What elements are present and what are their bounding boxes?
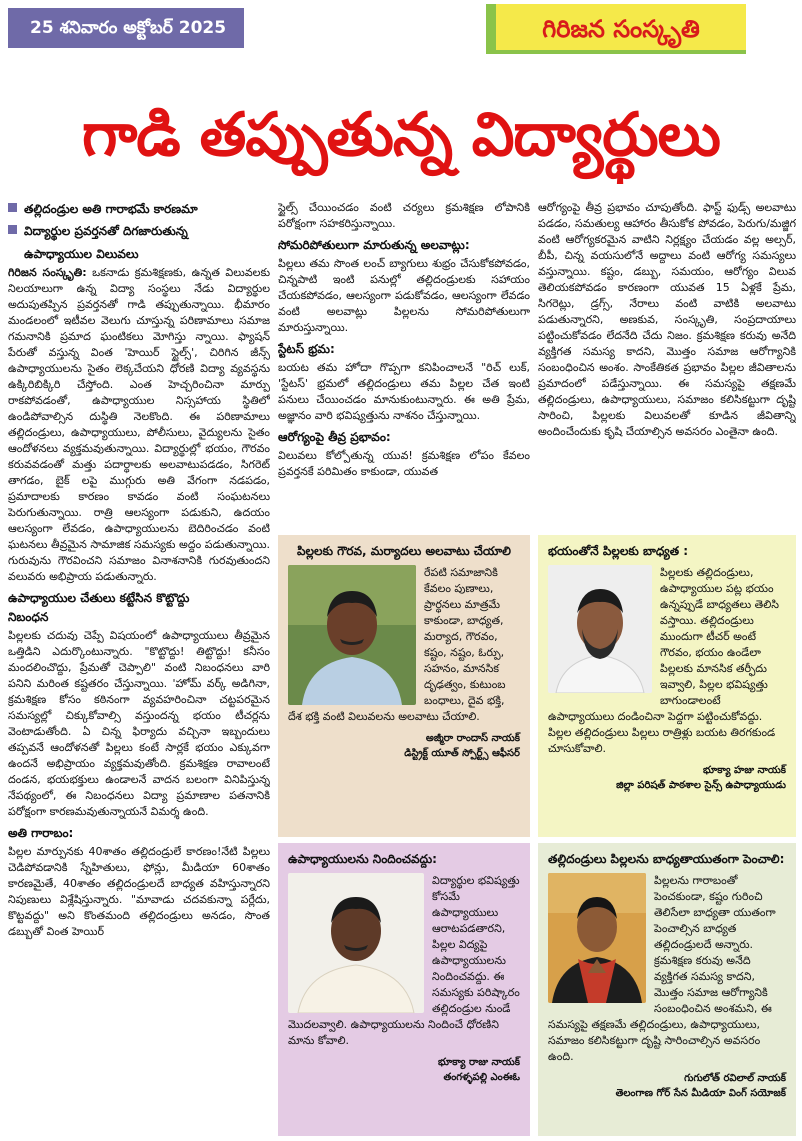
quote-box-raju: [278, 843, 530, 1136]
middle-column: [278, 200, 530, 530]
rules-paragraph: పిల్లలకు చదువు చెప్పే విషయంలో ఉపాధ్యాయులు తీవ్రమైన ఒత్తిడిని ఎదుర్కొంటున్నారు. "కొట్టొద్దు! తిట్టొద్దు! కనీసం మందలించొద్దు, ప్రేమతో చెప్పాలి" వంటి నిబంధనలు వారి పనిని మరింత కష్టతరం చేస్తున్నాయి. 'హోమ్ వర్క్ అడిగినా, క్రమశిక్షణ కోసం కఠినంగా వ్యవహరించినా చట్టపరమైన సమస్యల్లో చిక్కుకోవాల్సి వస్తుందన్న భయం టీచర్లను వెంటాడుతోంది. ఏ చిన్న ఫిర్యాదు వచ్చినా ఇబ్బందులు తప్పవనే ఆందోళనతో పిల్లలు కంటే సార్లకే భయం ఎక్కువగా ఉందనే అభిప్రాయం వ్యక్తమవుతోంది. క్రమశిక్షణ రావాలంటే దండన, భయభక్తులు ఉండాలనే వాదన బలంగా వినిపిస్తున్న నేపథ్యంలో, ఈ నిబంధనలు విద్యా ప్రమాణాల పతనానికి పరోక్షంగా కారణమవుతున్నాయనే విమర్శ ఉంది.: [8, 629, 270, 818]
signature: [548, 763, 786, 793]
section-title: గిరిజన సంస్కృతి: [486, 4, 746, 54]
section-title-underline: [486, 50, 746, 54]
author-role: డిస్ట్రిక్ట్ యూత్ స్పోర్ట్స్ ఆఫీసర్: [404, 748, 520, 759]
mid-paragraph-2: పిల్లలు తమ సొంత లంచ్ బ్యాగులు శుభ్రం చేసుకోకపోవడం, చిన్నపాటి ఇంటి పనుల్లో తల్లిదండ్రులకు సహాయం చేయకపోవడం, ఆలస్యంగా పడుకోవడం, ఆలస్యంగా లేవడం వంటి అలవాట్లు పిల్లలను సోమరిపోతులుగా మారుస్తున్నాయి.: [278, 257, 530, 334]
subheading-habits: సోమరిపోతులుగా మారుతున్న అలవాట్లు:: [278, 238, 470, 252]
quote-box-hazu: [538, 535, 796, 837]
subheading-pampering: అతి గారాబం:: [8, 826, 74, 840]
mid-paragraph-1: స్టైల్స్ చేయించడం వంటి చర్యలు క్రమశిక్షణ లోపానికి పరోక్షంగా సహకరిస్తున్నాయి.: [278, 201, 530, 230]
bullet-item: [8, 222, 270, 240]
portrait-photo: [288, 873, 424, 1013]
headline: గాడి తప్పుతున్న విద్యార్థులు: [82, 100, 720, 170]
author-name: భూక్యా హజు నాయక్: [703, 765, 786, 776]
quote-title: తల్లిదండ్రులు పిల్లలను బాధ్యతాయుతంగా పెంచాలి:: [548, 852, 785, 866]
signature: [288, 1055, 520, 1085]
date-label: 25 శనివారం అక్టోబర్ 2025: [8, 8, 244, 48]
author-role: తంగళ్ళపల్లి ఎంఈఓ: [443, 1072, 520, 1083]
bullet-square-icon: [8, 225, 17, 234]
bullet-square-icon: [8, 203, 17, 212]
portrait-photo: [548, 565, 652, 693]
right-column: [538, 200, 796, 530]
author-name: భూక్యా రాజు నాయక్: [438, 1057, 520, 1068]
author-role: తెలంగాణ గోర్ సేన మీడియా వింగ్ సయోజక్: [615, 1088, 786, 1099]
signature: [288, 731, 520, 761]
portrait-photo: [548, 873, 646, 1003]
mid-paragraph-3: బయట తమ హోదా గొప్పగా కనిపించాలనే "రిచ్ లుక్, 'స్టేటస్' భ్రమలో తల్లిదండ్రులు తమ పిల్లల చేత ఇంటి పనులు చేయించడం మానుకుంటున్నారు. ఈ అతి ప్రేమ, అజ్ఞానం వారి భవిష్యత్తును నాశనం చేస్తున్నాయి.: [278, 361, 530, 422]
quote-title: పిల్లలకు గౌరవ, మర్యాదలు అలవాటు చేయాలి: [297, 544, 511, 558]
bullet-subline: ఉపాధ్యాయుల విలువలు: [24, 247, 139, 261]
bullet-text: విద్యార్థుల ప్రవర్తనతో దిగజారుతున్న: [24, 224, 188, 238]
quote-title: ఉపాధ్యాయులను నిందించవద్దు:: [288, 852, 437, 866]
quote-text: రేపటి సమాజానికి కేవలం పుణాలు, ప్రార్థనలు మాత్రమే కాకుండా, బాధ్యత, మర్యాద, గౌరవం, కష్టం, నష్టం, ఓర్పు, సహనం, మానసిక దృఢత్వం, కుటుంబ బంధాలు, దైవ భక్తి, దేశ భక్తి వంటి విలువలను అలవాటు చేయాలి.: [288, 566, 506, 723]
left-column: [8, 200, 270, 1135]
subheading-rule: నిబంధన: [8, 610, 49, 624]
quote-title: భయంతోనే పిల్లలకు బాధ్యత :: [548, 544, 689, 558]
mid-paragraph-4: విలువలు కోల్పోతున్న యువ! క్రమశిక్షణ లోపం కేవలం ప్రవర్తనకే పరిమితం కాకుండా, యువత: [278, 449, 530, 478]
bullet-list: [8, 200, 270, 240]
quote-box-ravilal: [538, 843, 796, 1136]
subheading-status: స్టేటస్ భ్రమ:: [278, 342, 335, 356]
quote-box-ramdas: [278, 535, 530, 837]
intro-text: ఒకనాడు క్రమశిక్షణకు, ఉన్నత విలువలకు నిలయాలుగా ఉన్న విద్యా సంస్థలు నేడు విద్యార్థుల అదుపుతప్పిన ప్రవర్తనతో గాడి తప్పుతున్నాయి. భీమారం మండలంలో ఇటీవల వెలుగు చూస్తున్న పరిణామాలు సమాజ గమనానికి ప్రమాద ఘంటికలు మోగిస్తు న్నాయి. ఫ్యాషన్ పేరుతో వస్తున్న వింత 'హెయిర్ స్టైల్స్', చిరిగిన జీన్స్ ఉపాధ్యాయులను సైతం లెక్కచేయని ధోరణి విద్యా వ్యవస్థను ఉక్కిరిబిక్కిరి చేస్తోంది. ఎంత హెచ్చరించినా మార్పు రాకపోవడంతో, ఉపాధ్యాయుల నిస్సహాయ స్థితిలో ఉండిపోవాల్సిన దుస్థితి నెలకొంది. ఈ పరిణామాలు తల్లిదండ్రులు, ఉపాధ్యాయులు, పోలీసులు, వైద్యులను సైతం ఆందోళనలు వ్యక్తమవుతున్నాయి. విద్యార్థుల్లో భయం, గౌరవం కరువవడంతో మత్తు పదార్థాలకు అలవాటుపడడం, సిగరెట్ తాగడం, బైక్ లపై ముగ్గురు అతి వేగంగా నడపడం, ప్రమాదాలకు కారణం కావడం వంటి సంఘటనలు పెరుగుతున్నాయి. రాత్రి ఆలస్యంగా పడుకుని, ఉదయం ఆలస్యంగా లేవడం, ఉపాధ్యాయులను బెదిరించడం వంటి ఘటనలు తీవ్రమైన సామాజిక సమస్యకు అద్దం పడుతున్నాయి. గురువును గౌరవించని సమాజం వినాశనానికి గురవుతుందని వలువరు అభిప్రాయ పడుతున్నారు.: [8, 266, 270, 583]
subheading-teachers: ఉపాధ్యాయుల చేతులు కట్టేసిన కొట్టొద్దు: [8, 591, 190, 605]
quote-text: పిల్లలను గారాబంతో పెంచకుండా, కష్టం గురించి తెలిసేలా బాధ్యతా యుతంగా పెంచాల్సిన బాధ్యత తల్లిదండ్రులదే అన్నారు. క్రమశిక్షణ కరువు అనేది వ్యక్తిగత సమస్య కాదని, మొత్తం సమాజ ఆరోగ్యానికి సంబంధించిన అంశమని, ఈ సమస్యపై తక్షణమే తల్లిదండ్రులు, ఉపాధ్యాయులు, సమాజం కలిసికట్టుగా దృష్టి సారించాల్సిన అవసరం ఉంది.: [548, 874, 776, 1063]
author-name: గుగులోత్ రవిలాల్ నాయక్: [684, 1073, 786, 1084]
quote-text: విద్యార్థుల భవిష్యత్తు కోసమే ఉపాధ్యాయులు ఆరాటపడతారని, పిల్లల విద్యపై ఉపాధ్యాయులను నిందించవద్దు. ఈ సమస్యకు పరిష్కారం తల్లిదండ్రుల నుండే మొదలవ్వాలి. ఉపాధ్యాయులను నిందించే ధోరణిని మాను కోవాలి.: [288, 874, 520, 1047]
dateline: గిరిజన సంస్కృతి:: [8, 266, 87, 279]
right-paragraph: ఆరోగ్యంపై తీవ్ర ప్రభావం చూపుతోంది. ఫాస్ట్ ఫుడ్స్ అలవాటు పడడం, సమతుల్య ఆహారం తీసుకోక పోవడం, పెరుగు/మజ్జిగ వంటి ఆరోగ్యకరమైన వాటిని నిర్లక్ష్యం చేయడం వల్ల అల్సర్, బీపీ, చిన్న వయసులోనే అద్దాలు వంటి ఆరోగ్య సమస్యలు వస్తున్నాయి. కష్టం, డబ్బు, సమయం, ఆరోగ్యం విలువ తెలియకపోవడం కారణంగా యువత 15 ఏళ్లకే ప్రేమ, సిగరెట్లు, డ్రగ్స్, నేరాలు వంటి వాటికి అలవాటు పడుతున్నారని, అణకువ, సంస్కృతి, సంప్రదాయాలు పట్టించుకోవడం లేదనేది చేదు నిజం. క్రమశిక్షణ కరువు అనేది వ్యక్తిగత సమస్య కాదని, మొత్తం సమాజ ఆరోగ్యానికి సంబంధించిన అంశం. సాంకేతికత ప్రభావం పిల్లల జీవితాలను ప్రమాదంలో పడేస్తున్నాయి. ఈ సమస్యపై తక్షణమే తల్లిదండ్రులు, ఉపాధ్యాయులు, సమాజం కలిసికట్టుగా దృష్టి సారించి, పిల్లలకు విలువలతో కూడిన జీవితాన్ని అందించేందుకు కృషి చేయాల్సిన అవసరం ఎంతైనా ఉంది.: [538, 201, 796, 438]
bullet-item: [8, 200, 270, 218]
bullet-text: తల్లిదండ్రుల అతి గారాభమే కారణమా: [24, 202, 198, 216]
pampering-paragraph: పిల్లల మార్పునకు 40శాతం తల్లిదండ్రులే కారణం!నేటి పిల్లలు చెడిపోవడానికి స్నేహితులు, ఫోన్లు, మీడియా 60శాతం కారణమైతే, 40శాతం తల్లిదండ్రులదే బాధ్యత వహిస్తున్నారని నిపుణులు విశ్లేషిస్తున్నారు. "మావాడు చదవకున్నా పర్లేదు, కొట్టవద్దు" అని కొంతమంది తల్లిదండ్రులు అనడం, సొంత డబ్బుతో వింత హెయిర్: [8, 845, 270, 938]
quote-text: పిల్లలకు తల్లిదండ్రులు, ఉపాధ్యాయుల పట్ల భయం ఉన్నప్పుడే బాధ్యతలు తెలిసి వస్తాయి. తల్లిదండ్రులు ముందుగా టీచర్ అంటే గౌరవం, భయం ఉండేలా పిల్లలకు మానసిక తర్ఫీదు ఇవ్వాలి, పిల్లల భవిష్యత్తు బాగుండాలంటే ఉపాధ్యాయులు దండించినా పెద్దగా పట్టించుకోవద్దు. పిల్లల తల్లిదండ్రులు పిల్లలు రాత్రిళ్లు బయట తిరగకుండ చూసుకోవాలి.: [548, 566, 779, 755]
subheading-health: ఆరోగ్యంపై తీవ్ర ప్రభావం:: [278, 430, 391, 444]
author-name: అజ్మీరా రాందాస్ నాయక్: [425, 733, 520, 744]
intro-paragraph: [8, 265, 270, 585]
portrait-photo: [288, 565, 416, 705]
author-role: జిల్లా పరిషత్ పాఠశాల సైన్స్ ఉపాధ్యాయుడు: [616, 780, 786, 791]
signature: [548, 1071, 786, 1101]
